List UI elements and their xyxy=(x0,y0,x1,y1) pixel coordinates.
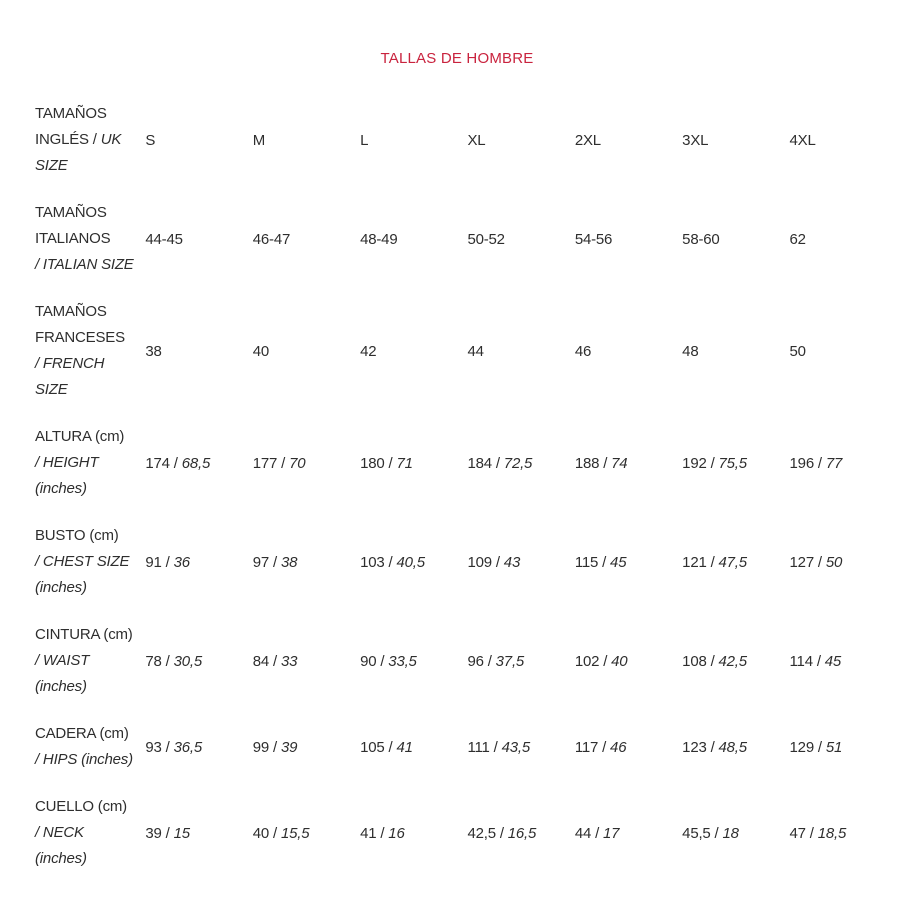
cell-hips-2XL: 117 / 46 xyxy=(574,738,627,756)
row-label-line: ITALIANOS xyxy=(35,230,111,247)
cell-uk-size-S: S xyxy=(145,131,156,149)
cell-hips-M: 99 / 39 xyxy=(252,738,298,756)
cell-waist-2XL: 102 / 40 xyxy=(574,652,628,670)
row-label-line: (inches) xyxy=(35,579,87,596)
cell-italian-size-M: 46-47 xyxy=(252,230,291,248)
row-label-line: / HIPS (inches) xyxy=(35,751,133,768)
cell-height-4XL: 196 / 77 xyxy=(789,454,843,472)
cell-italian-size-4XL: 62 xyxy=(789,230,806,248)
row-label-line: / CHEST SIZE xyxy=(35,553,130,570)
row-label-french-size xyxy=(35,289,145,414)
cell-waist-XL: 96 / 37,5 xyxy=(467,652,525,670)
cell-uk-size-M: M xyxy=(252,131,266,149)
cell-neck-2XL: 44 / 17 xyxy=(574,824,620,842)
cell-waist-S: 78 / 30,5 xyxy=(145,652,202,670)
row-label-line: BUSTO (cm) xyxy=(35,527,119,544)
cell-hips-XL: 111 / 43,5 xyxy=(467,738,530,756)
row-label-line: FRANCESES xyxy=(35,329,125,346)
row-label-line: / FRENCH xyxy=(35,355,105,372)
cell-italian-size-2XL: 54-56 xyxy=(574,230,613,248)
row-label-line: / NECK xyxy=(35,824,84,841)
table-row-height xyxy=(35,414,897,513)
cell-hips-4XL: 129 / 51 xyxy=(789,738,843,756)
cell-uk-size-L: L xyxy=(360,131,369,149)
cell-chest-4XL: 127 / 50 xyxy=(789,553,843,571)
row-label-line: CINTURA (cm) xyxy=(35,626,133,643)
cell-waist-M: 84 / 33 xyxy=(252,652,298,670)
cell-waist-3XL: 108 / 42,5 xyxy=(682,652,747,670)
table-row-french-size xyxy=(35,289,897,414)
cell-height-S: 174 / 68,5 xyxy=(145,454,211,472)
cell-french-size-4XL: 50 xyxy=(789,342,806,360)
row-label-line: / ITALIAN SIZE xyxy=(35,256,134,273)
cell-height-L: 180 / 71 xyxy=(360,454,413,472)
cell-chest-S: 91 / 36 xyxy=(145,553,190,571)
row-label-line: / WAIST xyxy=(35,652,90,669)
page-title: TALLAS DE HOMBRE xyxy=(380,50,534,67)
cell-french-size-XL: 44 xyxy=(467,342,484,360)
cell-waist-4XL: 114 / 45 xyxy=(789,652,842,670)
cell-italian-size-L: 48-49 xyxy=(360,230,398,248)
row-label-hips xyxy=(35,711,145,784)
row-label-line: TAMAÑOS xyxy=(35,303,107,320)
cell-uk-size-4XL: 4XL xyxy=(789,131,816,149)
cell-chest-XL: 109 / 43 xyxy=(467,553,521,571)
cell-italian-size-S: 44-45 xyxy=(145,230,183,248)
row-label-neck xyxy=(35,784,145,883)
cell-hips-3XL: 123 / 48,5 xyxy=(682,738,747,756)
table-row-waist xyxy=(35,612,897,711)
cell-neck-M: 40 / 15,5 xyxy=(252,824,310,842)
cell-uk-size-XL: XL xyxy=(467,131,486,149)
row-label-line: / HEIGHT xyxy=(35,454,99,471)
cell-hips-S: 93 / 36,5 xyxy=(145,738,202,756)
cell-italian-size-XL: 50-52 xyxy=(467,230,505,248)
cell-italian-size-3XL: 58-60 xyxy=(682,230,720,248)
table-row-chest xyxy=(35,513,897,612)
cell-height-XL: 184 / 72,5 xyxy=(467,454,533,472)
cell-french-size-M: 40 xyxy=(252,342,270,360)
cell-neck-S: 39 / 15 xyxy=(145,824,190,842)
row-label-waist xyxy=(35,612,145,711)
row-label-italian-size xyxy=(35,190,145,289)
cell-hips-L: 105 / 41 xyxy=(360,738,413,756)
row-label-line: TAMAÑOS xyxy=(35,105,107,122)
row-label-line: ALTURA (cm) xyxy=(35,428,125,445)
cell-uk-size-3XL: 3XL xyxy=(682,131,709,149)
row-label-chest xyxy=(35,513,145,612)
cell-height-M: 177 / 70 xyxy=(252,454,306,472)
cell-chest-L: 103 / 40,5 xyxy=(360,553,425,571)
cell-french-size-2XL: 46 xyxy=(574,342,592,360)
row-label-line: SIZE xyxy=(35,157,68,174)
row-label-line: CADERA (cm) xyxy=(35,725,129,742)
cell-chest-2XL: 115 / 45 xyxy=(574,553,627,571)
row-label-line: TAMAÑOS xyxy=(35,204,107,221)
cell-height-2XL: 188 / 74 xyxy=(574,454,628,472)
cell-uk-size-2XL: 2XL xyxy=(574,131,601,149)
cell-neck-3XL: 45,5 / 18 xyxy=(682,824,739,842)
row-label-line: (inches) xyxy=(35,850,87,867)
row-label-uk-size xyxy=(35,91,145,190)
cell-chest-M: 97 / 38 xyxy=(252,553,298,571)
row-label-line: (inches) xyxy=(35,480,87,497)
row-label-line: (inches) xyxy=(35,678,87,695)
row-label-line: CUELLO (cm) xyxy=(35,798,127,815)
cell-neck-L: 41 / 16 xyxy=(360,824,405,842)
size-chart-table xyxy=(35,91,897,883)
cell-french-size-3XL: 48 xyxy=(682,342,699,360)
table-row-uk-size xyxy=(35,91,897,190)
cell-chest-3XL: 121 / 47,5 xyxy=(682,553,747,571)
row-label-line: SIZE xyxy=(35,381,68,398)
cell-neck-XL: 42,5 / 16,5 xyxy=(467,824,537,842)
cell-waist-L: 90 / 33,5 xyxy=(360,652,417,670)
cell-height-3XL: 192 / 75,5 xyxy=(682,454,747,472)
cell-french-size-L: 42 xyxy=(360,342,377,360)
cell-neck-4XL: 47 / 18,5 xyxy=(789,824,847,842)
cell-french-size-S: 38 xyxy=(145,342,162,360)
table-row-hips xyxy=(35,711,897,784)
table-row-italian-size xyxy=(35,190,897,289)
table-row-neck xyxy=(35,784,897,883)
row-label-height xyxy=(35,414,145,513)
row-label-line: INGLÉS / UK xyxy=(35,131,122,148)
